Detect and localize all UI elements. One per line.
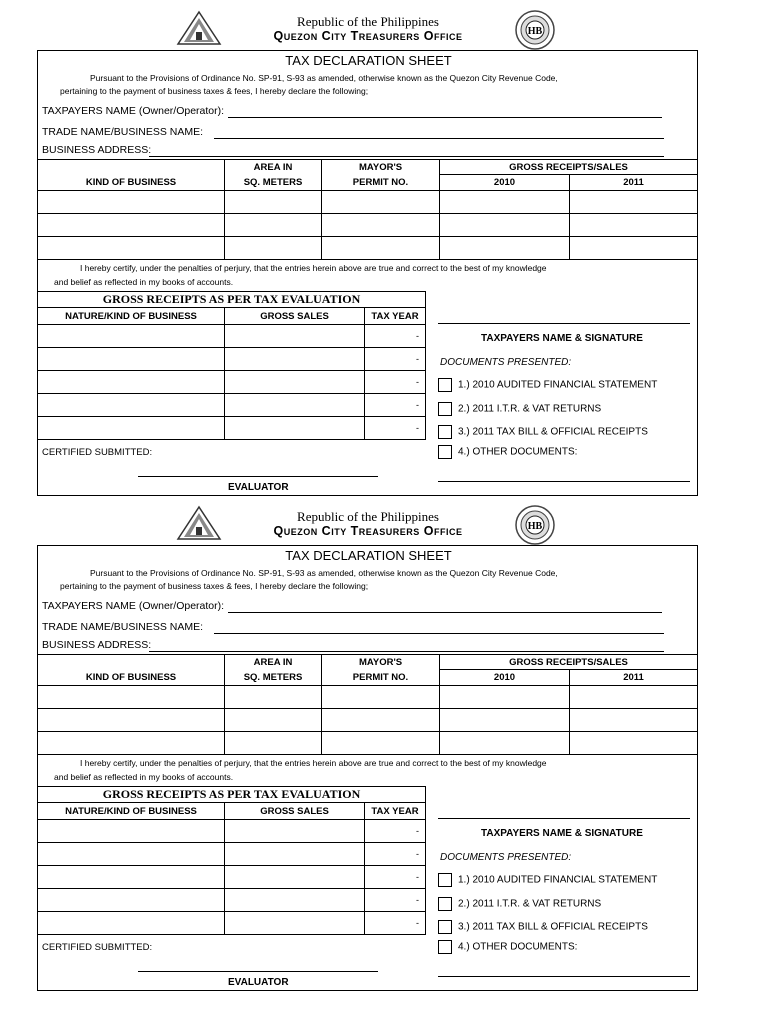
kind-header: KIND OF BUSINESS bbox=[38, 655, 225, 686]
tax-declaration-sheet bbox=[0, 0, 768, 496]
table-row: - bbox=[38, 866, 426, 889]
evaluation-table bbox=[37, 786, 426, 935]
evaluator-label: EVALUATOR bbox=[228, 977, 289, 988]
table-row bbox=[38, 686, 698, 709]
evaluation-title: GROSS RECEIPTS AS PER TAX EVALUATION bbox=[38, 292, 426, 308]
table-row: - bbox=[38, 348, 426, 371]
other-documents-line[interactable] bbox=[438, 481, 690, 482]
table-row: - bbox=[38, 394, 426, 417]
trade-name-label: TRADE NAME/BUSINESS NAME: bbox=[42, 621, 204, 633]
year-2010-header: 2010 bbox=[440, 670, 570, 686]
signature-label: TAXPAYERS NAME & SIGNATURE bbox=[481, 828, 643, 839]
trade-name-field[interactable] bbox=[214, 138, 664, 139]
gross-header: GROSS RECEIPTS/SALES bbox=[440, 655, 698, 670]
taxpayer-name-field[interactable] bbox=[228, 612, 662, 613]
office-heading: Quezon City Treasurers Office bbox=[273, 29, 463, 43]
certify-text: I hereby certify, under the penalties of perjury, that the entries herein above are true and correct to the best of my knowledge bbox=[80, 263, 547, 273]
evaluation-table bbox=[37, 291, 426, 440]
area-header-2: SQ. METERS bbox=[225, 670, 322, 686]
table-row: - bbox=[38, 889, 426, 912]
checkbox[interactable] bbox=[438, 445, 452, 459]
evaluator-label: EVALUATOR bbox=[228, 482, 289, 493]
documents-presented-label: DOCUMENTS PRESENTED: bbox=[440, 852, 572, 863]
certify-text-2: and belief as reflected in my books of accounts. bbox=[54, 772, 234, 782]
signature-label: TAXPAYERS NAME & SIGNATURE bbox=[481, 333, 643, 344]
table-row: - bbox=[38, 912, 426, 935]
documents-presented-label: DOCUMENTS PRESENTED: bbox=[440, 357, 572, 368]
gross-sales-header: GROSS SALES bbox=[225, 803, 365, 820]
checkbox[interactable] bbox=[438, 402, 452, 416]
business-table bbox=[37, 654, 698, 755]
tax-year-header: TAX YEAR bbox=[365, 803, 426, 820]
svg-text:HB: HB bbox=[527, 521, 543, 532]
certify-text-2: and belief as reflected in my books of accounts. bbox=[54, 277, 234, 287]
office-heading: Quezon City Treasurers Office bbox=[273, 524, 463, 538]
pertaining-text: pertaining to the payment of business taxes & fees, I hereby declare the following; bbox=[60, 86, 369, 96]
doc-item-4[interactable]: 4.) OTHER DOCUMENTS: bbox=[438, 445, 577, 459]
doc-item-1[interactable]: 1.) 2010 AUDITED FINANCIAL STATEMENT bbox=[438, 378, 657, 392]
pursuant-text: Pursuant to the Provisions of Ordinance No. SP-91, S-93 as amended, otherwise known as the Quezon City Revenue Code, bbox=[90, 568, 558, 578]
taxpayer-name-label: TAXPAYERS NAME (Owner/Operator): bbox=[42, 600, 225, 612]
kind-header: KIND OF BUSINESS bbox=[38, 160, 225, 191]
svg-text:HB: HB bbox=[527, 26, 543, 37]
declaration-form bbox=[37, 50, 698, 496]
table-row bbox=[38, 191, 698, 214]
form-title: TAX DECLARATION SHEET bbox=[285, 548, 452, 563]
gross-header: GROSS RECEIPTS/SALES bbox=[440, 160, 698, 175]
pertaining-text: pertaining to the payment of business taxes & fees, I hereby declare the following; bbox=[60, 581, 369, 591]
permit-header-2: PERMIT NO. bbox=[322, 175, 440, 191]
area-header: AREA IN bbox=[225, 655, 322, 670]
permit-header: MAYOR'S bbox=[322, 655, 440, 670]
tax-year-header: TAX YEAR bbox=[365, 308, 426, 325]
other-documents-line[interactable] bbox=[438, 976, 690, 977]
hb-seal-icon bbox=[513, 10, 557, 50]
evaluator-signature-line[interactable] bbox=[138, 476, 378, 477]
area-header: AREA IN bbox=[225, 160, 322, 175]
table-row: - bbox=[38, 325, 426, 348]
declaration-form bbox=[37, 545, 698, 991]
gross-sales-header: GROSS SALES bbox=[225, 308, 365, 325]
checkbox[interactable] bbox=[438, 897, 452, 911]
doc-item-3[interactable]: 3.) 2011 TAX BILL & OFFICIAL RECEIPTS bbox=[438, 920, 648, 934]
trade-name-field[interactable] bbox=[214, 633, 664, 634]
checkbox[interactable] bbox=[438, 920, 452, 934]
table-row bbox=[38, 214, 698, 237]
republic-heading: Republic of the Philippines bbox=[297, 14, 439, 29]
table-row bbox=[38, 237, 698, 260]
table-row: - bbox=[38, 371, 426, 394]
table-row: - bbox=[38, 417, 426, 440]
evaluation-title: GROSS RECEIPTS AS PER TAX EVALUATION bbox=[38, 787, 426, 803]
taxpayer-name-field[interactable] bbox=[228, 117, 662, 118]
area-header-2: SQ. METERS bbox=[225, 175, 322, 191]
doc-item-1[interactable]: 1.) 2010 AUDITED FINANCIAL STATEMENT bbox=[438, 873, 657, 887]
business-address-field[interactable] bbox=[149, 651, 664, 652]
republic-heading: Republic of the Philippines bbox=[297, 509, 439, 524]
year-2010-header: 2010 bbox=[440, 175, 570, 191]
checkbox[interactable] bbox=[438, 378, 452, 392]
trade-name-label: TRADE NAME/BUSINESS NAME: bbox=[42, 126, 204, 138]
table-row bbox=[38, 709, 698, 732]
doc-item-2[interactable]: 2.) 2011 I.T.R. & VAT RETURNS bbox=[438, 897, 601, 911]
evaluator-signature-line[interactable] bbox=[138, 971, 378, 972]
hb-seal-icon bbox=[513, 505, 557, 545]
doc-item-4[interactable]: 4.) OTHER DOCUMENTS: bbox=[438, 940, 577, 954]
permit-header: MAYOR'S bbox=[322, 160, 440, 175]
permit-header-2: PERMIT NO. bbox=[322, 670, 440, 686]
checkbox[interactable] bbox=[438, 873, 452, 887]
doc-item-3[interactable]: 3.) 2011 TAX BILL & OFFICIAL RECEIPTS bbox=[438, 425, 648, 439]
certify-text: I hereby certify, under the penalties of perjury, that the entries herein above are true and correct to the best of my knowledge bbox=[80, 758, 547, 768]
checkbox[interactable] bbox=[438, 425, 452, 439]
business-table bbox=[37, 159, 698, 260]
tax-declaration-sheet bbox=[0, 495, 768, 991]
business-address-label: BUSINESS ADDRESS: bbox=[42, 639, 152, 651]
taxpayer-signature-line[interactable] bbox=[438, 818, 690, 819]
table-row bbox=[38, 732, 698, 755]
business-address-field[interactable] bbox=[149, 156, 664, 157]
business-address-label: BUSINESS ADDRESS: bbox=[42, 144, 152, 156]
taxpayer-signature-line[interactable] bbox=[438, 323, 690, 324]
certified-submitted-label: CERTIFIED SUBMITTED: bbox=[42, 942, 153, 953]
form-title: TAX DECLARATION SHEET bbox=[285, 53, 452, 68]
checkbox[interactable] bbox=[438, 940, 452, 954]
table-row: - bbox=[38, 820, 426, 843]
year-2011-header: 2011 bbox=[570, 175, 698, 191]
other-documents-line-2[interactable] bbox=[438, 990, 690, 991]
table-row: - bbox=[38, 843, 426, 866]
nature-header: NATURE/KIND OF BUSINESS bbox=[38, 803, 225, 820]
doc-item-2[interactable]: 2.) 2011 I.T.R. & VAT RETURNS bbox=[438, 402, 601, 416]
qc-logo-icon bbox=[176, 505, 222, 541]
certified-submitted-label: CERTIFIED SUBMITTED: bbox=[42, 447, 153, 458]
year-2011-header: 2011 bbox=[570, 670, 698, 686]
nature-header: NATURE/KIND OF BUSINESS bbox=[38, 308, 225, 325]
taxpayer-name-label: TAXPAYERS NAME (Owner/Operator): bbox=[42, 105, 225, 117]
qc-logo-icon bbox=[176, 10, 222, 46]
pursuant-text: Pursuant to the Provisions of Ordinance No. SP-91, S-93 as amended, otherwise known as the Quezon City Revenue Code, bbox=[90, 73, 558, 83]
